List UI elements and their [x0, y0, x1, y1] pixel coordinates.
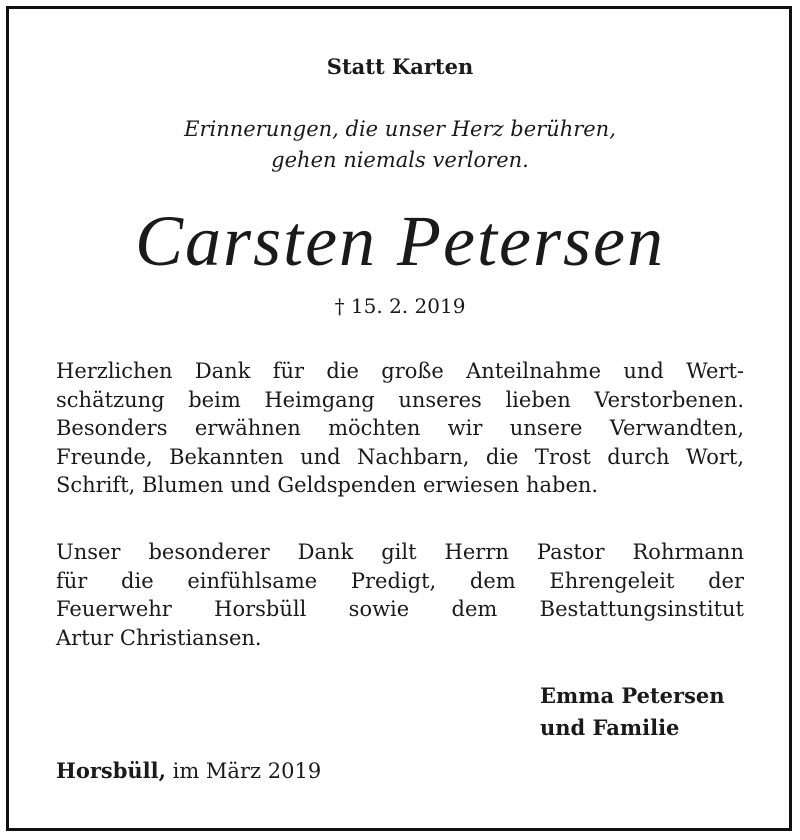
deceased-name: Carsten Petersen — [135, 201, 665, 281]
motto-line-1: Erinnerungen, die unser Herz berühren, — [184, 117, 616, 141]
text-line: Unser besonderer Dank gilt Herrn Pastor Rohrmann — [56, 540, 744, 564]
signature-line-1: Emma Petersen — [540, 683, 725, 708]
text-line: schätzung beim Heimgang unseres lieben Verstorbenen. — [56, 387, 744, 412]
signature — [540, 680, 725, 744]
notice-header: Statt Karten — [326, 54, 474, 79]
text-line: für die einfühlsame Predigt, dem Ehrengeleit der — [56, 568, 744, 593]
text-line: Freunde, Bekannten und Nachbarn, die Trost durch Wort, — [56, 444, 744, 469]
text-line: Besonders erwähnen möchten wir unsere Verwandten, — [56, 416, 744, 440]
place-and-date — [56, 758, 321, 783]
location-place: Horsbüll, — [56, 758, 166, 783]
death-date: † 15. 2. 2019 — [334, 294, 466, 318]
motto-line-2: gehen niemals verloren. — [271, 148, 529, 172]
motto — [0, 114, 800, 176]
signature-line-2: und Familie — [540, 715, 680, 740]
location-date: im März 2019 — [165, 759, 322, 783]
text-line: Schrift, Blumen und Geldspenden erwiesen haben. — [56, 473, 599, 497]
thanks-paragraph-2 — [56, 538, 744, 652]
text-line: Herzlichen Dank für die große Anteilnahme und Wert- — [56, 359, 744, 383]
text-line: Feuerwehr Horsbüll sowie dem Bestattungsinstitut — [56, 597, 744, 621]
thanks-paragraph-1 — [56, 357, 744, 500]
text-line: Artur Christiansen. — [56, 625, 262, 650]
